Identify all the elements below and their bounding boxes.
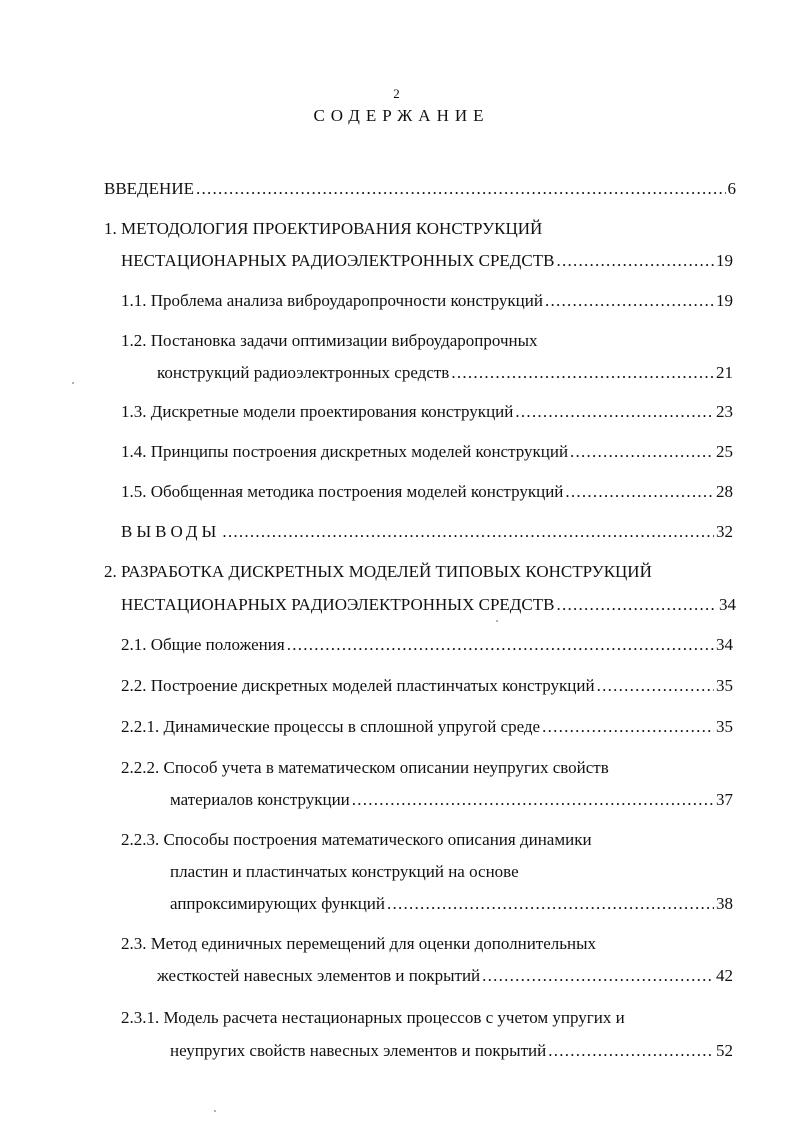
toc-section-1-3: [121, 401, 733, 423]
dot-leader: [387, 893, 714, 915]
toc-entry-text: 2.1. Общие положения: [121, 635, 285, 654]
toc-section-2-2-3-subtitle: [170, 861, 733, 883]
toc-entry-text: 1.5. Обобщенная методика построения моделей конструкций: [121, 482, 564, 501]
toc-conclusions: [121, 521, 733, 543]
dot-leader: [451, 362, 714, 384]
toc-page-number: 19: [716, 251, 733, 270]
toc-entry-text: 2.3. Метод единичных перемещений для оценки дополнительных: [121, 934, 597, 953]
toc-page-number: 34: [719, 595, 736, 614]
toc-section-2-2-3-title: [121, 829, 733, 851]
dot-leader: [482, 965, 714, 987]
toc-section-1-5: [121, 481, 733, 503]
dot-leader: [545, 290, 714, 312]
toc-section-2-3-1-title: [121, 1007, 733, 1029]
toc-section-2-2-1: [121, 716, 733, 738]
dot-leader: [570, 441, 714, 463]
toc-entry-text: НЕСТАЦИОНАРНЫХ РАДИОЭЛЕКТРОННЫХ СРЕДСТВ: [121, 595, 555, 614]
dot-leader: [287, 634, 714, 656]
toc-entry-text: ВЫВОДЫ: [121, 522, 221, 541]
toc-section-1-2-title: [121, 330, 733, 352]
toc-chapter-2-title: [104, 561, 736, 583]
dot-leader: [352, 789, 714, 811]
toc-section-2-2: [121, 675, 733, 697]
scan-speck: [214, 1110, 216, 1112]
toc-entry-text: 2.2. Построение дискретных моделей пластинчатых конструкций: [121, 676, 595, 695]
toc-entry-text: 2.2.2. Способ учета в математическом описании неупругих свойств: [121, 758, 609, 777]
toc-entry-text: 2.3.1. Модель расчета нестационарных процессов с учетом упругих и: [121, 1008, 625, 1027]
page-title: СОДЕРЖАНИЕ: [313, 106, 490, 125]
toc-entry-intro: [104, 178, 736, 200]
toc-section-1-2: [157, 362, 733, 384]
scan-speck: [496, 620, 498, 622]
toc-section-2-3-title: [121, 933, 733, 955]
dot-leader: [556, 594, 717, 616]
toc-entry-text: 1.1. Проблема анализа виброударопрочности конструкций: [121, 291, 543, 310]
toc-page-number: 35: [716, 717, 733, 736]
toc-page-number: 19: [716, 291, 733, 310]
toc-page-number: 35: [716, 676, 733, 695]
toc-entry-text: жесткостей навесных элементов и покрытий: [157, 966, 481, 985]
toc-chapter-2: [121, 594, 736, 616]
toc-entry-text: материалов конструкции: [170, 790, 350, 809]
toc-chapter-1-title: [104, 218, 736, 240]
toc-entry-text: конструкций радиоэлектронных средств: [157, 363, 450, 382]
toc-section-2-2-2-title: [121, 757, 733, 779]
scan-speck: [72, 382, 74, 384]
toc-section-2-3-1: [170, 1040, 733, 1062]
dot-leader: [222, 521, 714, 543]
dot-leader: [597, 675, 714, 697]
dot-leader: [196, 178, 726, 200]
toc-entry-text: ВВЕДЕНИЕ: [104, 179, 194, 198]
toc-section-2-3: [157, 965, 733, 987]
toc-section-1-1: [121, 290, 733, 312]
dot-leader: [515, 401, 714, 423]
toc-entry-text: 2. РАЗРАБОТКА ДИСКРЕТНЫХ МОДЕЛЕЙ ТИПОВЫХ КОНСТРУКЦИЙ: [104, 562, 652, 581]
dot-leader: [556, 250, 714, 272]
toc-page-number: 38: [716, 894, 733, 913]
toc-page-number: 21: [716, 363, 733, 382]
toc-section-2-2-3: [170, 893, 733, 915]
toc-entry-text: 2.2.1. Динамические процессы в сплошной упругой среде: [121, 717, 541, 736]
toc-chapter-1: [121, 250, 733, 272]
page-number: 2: [393, 86, 400, 101]
toc-entry-text: пластин и пластинчатых конструкций на основе: [170, 862, 519, 881]
toc-entry-text: 1.3. Дискретные модели проектирования конструкций: [121, 402, 514, 421]
toc-page-number: 34: [716, 635, 733, 654]
toc-section-1-4: [121, 441, 733, 463]
toc-section-2-2-2: [170, 789, 733, 811]
toc-page-number: 37: [716, 790, 733, 809]
toc-entry-text: НЕСТАЦИОНАРНЫХ РАДИОЭЛЕКТРОННЫХ СРЕДСТВ: [121, 251, 555, 270]
toc-page-number: 42: [716, 966, 733, 985]
toc-entry-text: 2.2.3. Способы построения математического описания динамики: [121, 830, 592, 849]
toc-entry-text: аппроксимирующих функций: [170, 894, 386, 913]
toc-entry-text: неупругих свойств навесных элементов и покрытий: [170, 1041, 547, 1060]
toc-page-number: 32: [716, 522, 733, 541]
toc-page-number: 52: [716, 1041, 733, 1060]
toc-entry-text: 1. МЕТОДОЛОГИЯ ПРОЕКТИРОВАНИЯ КОНСТРУКЦИЙ: [104, 219, 543, 238]
toc-page-number: 28: [716, 482, 733, 501]
toc-entry-text: 1.4. Принципы построения дискретных моделей конструкций: [121, 442, 569, 461]
toc-page-number: 25: [716, 442, 733, 461]
toc-section-2-1: [121, 634, 733, 656]
dot-leader: [565, 481, 714, 503]
toc-page-number: 23: [716, 402, 733, 421]
toc-entry-text: 1.2. Постановка задачи оптимизации виброударопрочных: [121, 331, 538, 350]
dot-leader: [542, 716, 714, 738]
dot-leader: [548, 1040, 714, 1062]
toc-page-number: 6: [727, 179, 736, 198]
